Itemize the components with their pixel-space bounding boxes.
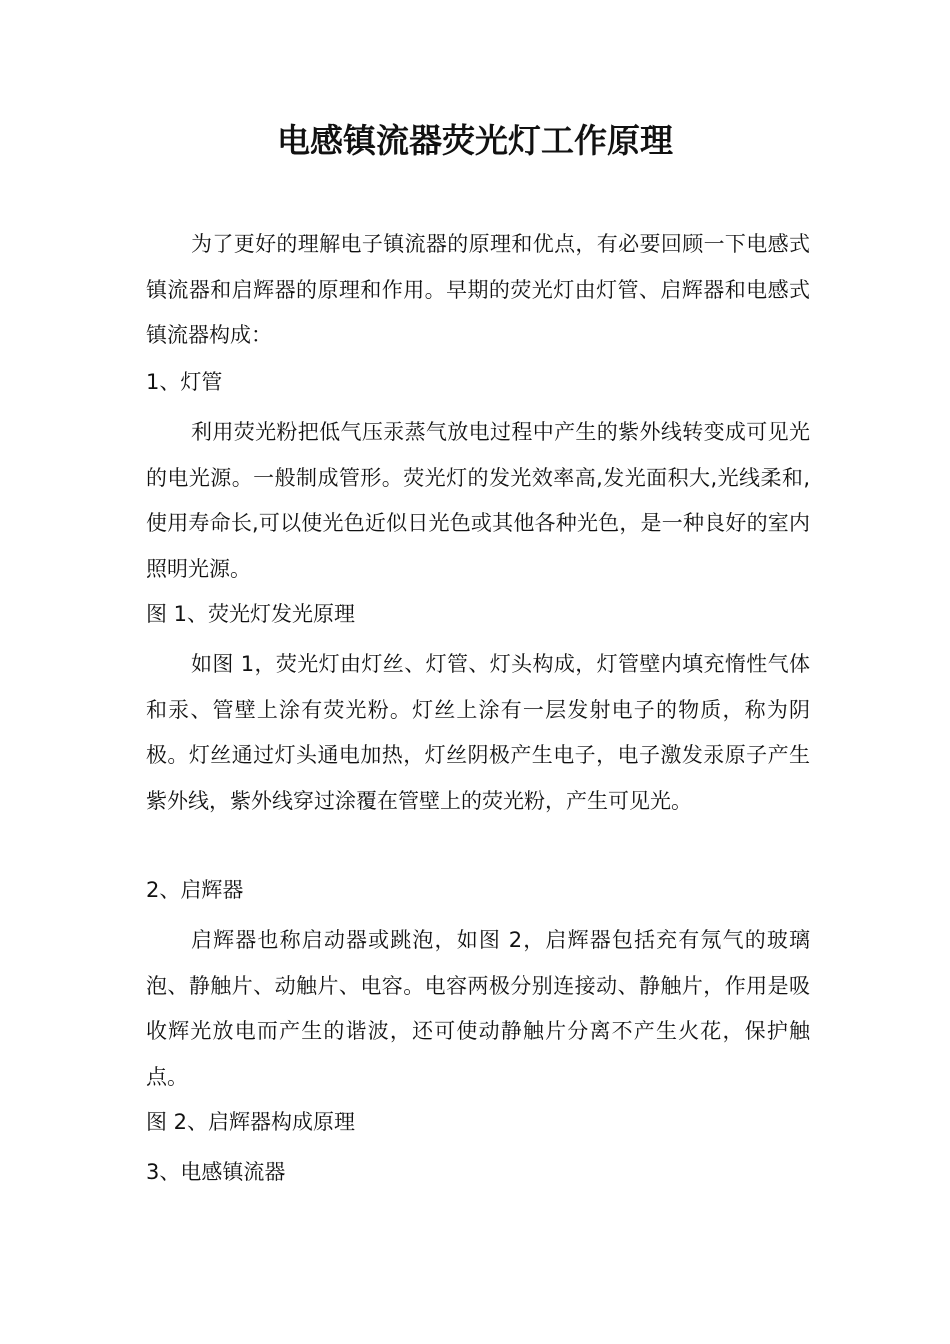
figure-1-caption: 图 1、荧光灯发光原理 xyxy=(146,602,356,626)
intro-paragraph: 为了更好的理解电子镇流器的原理和优点，有必要回顾一下电感式镇流器和启辉器的原理和作用。早期的荧光灯由灯管、启辉器和电感式镇流器构成： xyxy=(146,232,810,348)
figure-2-caption: 图 2、启辉器构成原理 xyxy=(146,1110,356,1134)
figure-1-paragraph: 如图 1，荧光灯由灯丝、灯管、灯头构成，灯管壁内填充惰性气体和汞、管壁上涂有荧光粉。灯丝上涂有一层发射电子的物质，称为阴极。灯丝通过灯头通电加热，灯丝阴极产生电子，电子激发汞原子产生紫外线，紫外线穿过涂覆在管壁上的荧光粉，产生可见光。 xyxy=(146,652,810,814)
document-title: 电感镇流器荧光灯工作原理 xyxy=(277,121,673,160)
section-1-heading: 1、灯管 xyxy=(146,370,223,394)
section-2-heading: 2、启辉器 xyxy=(146,878,244,902)
section-1-paragraph: 利用荧光粉把低气压汞蒸气放电过程中产生的紫外线转变成可见光的电光源。一般制成管形。荧光灯的发光效率高,发光面积大,光线柔和,使用寿命长,可以使光色近似日光色或其他各种光色，是一种良好的室内照明光源。 xyxy=(146,420,810,582)
section-2-paragraph: 启辉器也称启动器或跳泡，如图 2，启辉器包括充有氖气的玻璃泡、静触片、动触片、电容。电容两极分别连接动、静触片，作用是吸收辉光放电而产生的谐波，还可使动静触片分离不产生火花，保护触点。 xyxy=(146,928,810,1090)
section-3-heading: 3、电感镇流器 xyxy=(146,1160,286,1184)
